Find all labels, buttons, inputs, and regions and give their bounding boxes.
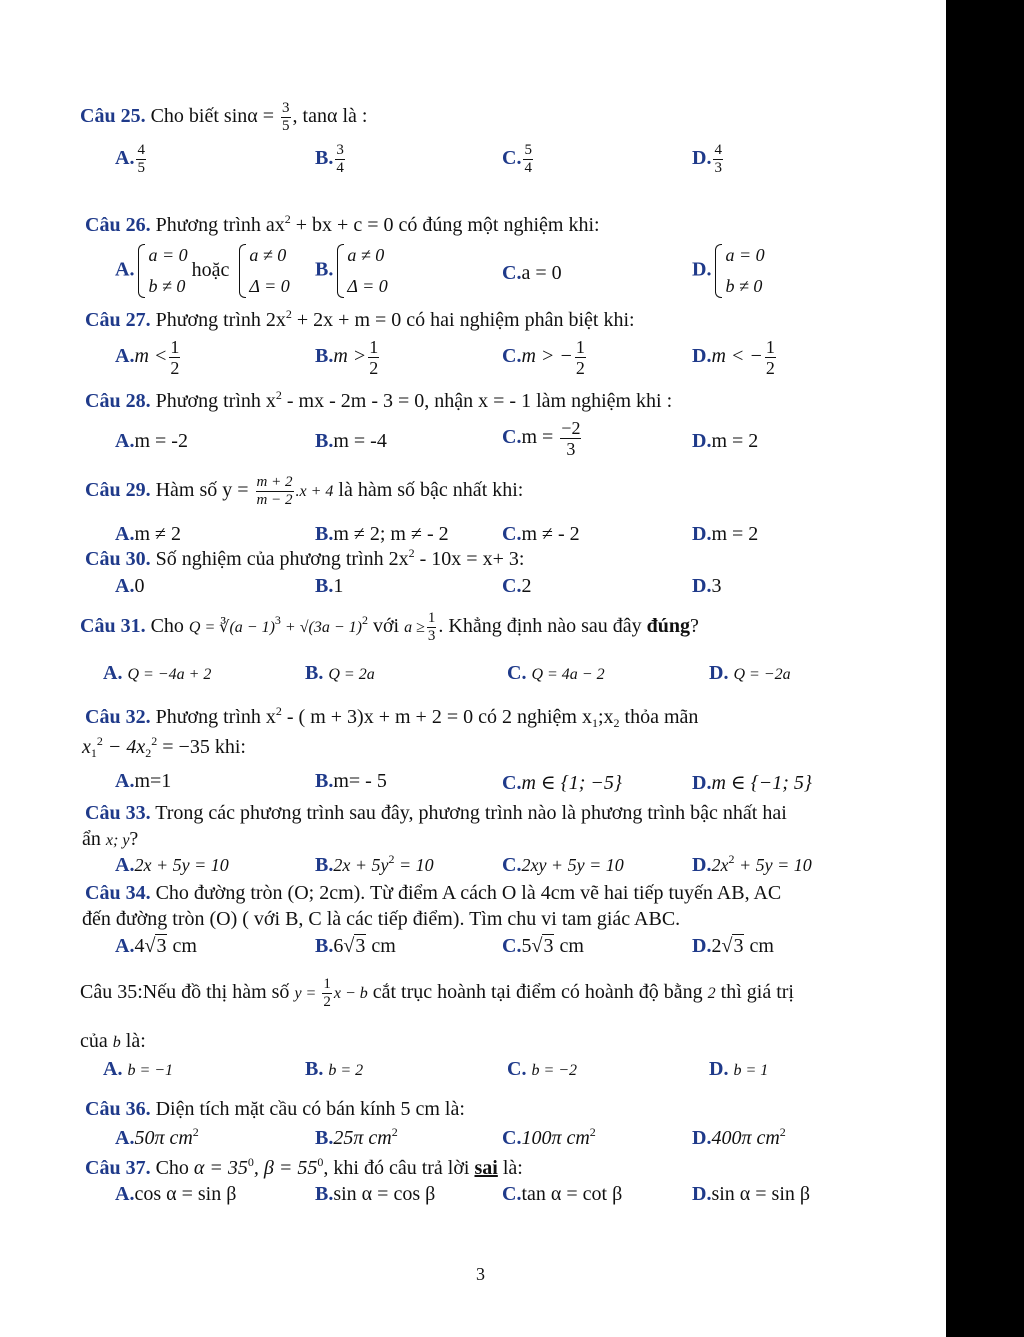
question-25: Câu 25. Cho biết sinα = $\frac{3}{5}$ , tanα là : (80, 100, 368, 134)
q29-option-b[interactable]: B.m ≠ 2; m ≠ - 2 (315, 523, 449, 545)
q32-option-a[interactable]: A.m=1 (115, 770, 172, 792)
q28-option-c[interactable]: C.m = $\frac{-2}{3}$ (502, 418, 581, 459)
q27-option-d[interactable]: D.m < − $\frac{1}{2}$ (692, 337, 775, 378)
q37-option-c[interactable]: C.tan α = cot β (502, 1183, 623, 1205)
q31-option-a[interactable]: A. Q = −4a + 2 (103, 662, 212, 684)
q27-option-b[interactable]: B.m > $\frac{1}{2}$ (315, 337, 379, 378)
question-28: Câu 28. Phương trình $x^2$ - mx - 2m - 3 = 0, nhận x = - 1 làm nghiệm khi : (85, 388, 673, 412)
q33-option-a[interactable]: A.2x + 5y = 10 (115, 854, 229, 876)
q26-option-d[interactable]: D. a = 0 b ≠ 0 (692, 240, 765, 302)
q34-option-c[interactable]: C.5√3 cm (502, 935, 584, 957)
q25-option-c[interactable]: C. $\frac{5}{4}$ (502, 142, 532, 176)
q29-option-c[interactable]: C.m ≠ - 2 (502, 523, 580, 545)
question-32-condition: $x_1^2 - 4x_2^2 = -35$ khi: (82, 734, 246, 760)
q36-option-a[interactable]: A.50π $cm^2$ (115, 1125, 199, 1149)
q32-option-d[interactable]: D.m ∈ {−1; 5} (692, 772, 812, 794)
question-37: Câu 37. Cho $\alpha = 35^0$, $\beta = 55^0$, khi đó câu trả lời sai là: (85, 1155, 523, 1179)
q30-option-a[interactable]: A.0 (115, 575, 145, 597)
q36-option-c[interactable]: C.100π $cm^2$ (502, 1125, 596, 1149)
q25-option-d[interactable]: D. $\frac{4}{3}$ (692, 142, 722, 176)
q32-option-b[interactable]: B.m= - 5 (315, 770, 387, 792)
q32-option-c[interactable]: C.m ∈ {1; −5} (502, 772, 622, 794)
q37-option-b[interactable]: B.sin α = cos β (315, 1183, 436, 1205)
q30-option-c[interactable]: C.2 (502, 575, 532, 597)
q37-option-d[interactable]: D.sin α = sin β (692, 1183, 811, 1205)
q29-option-a[interactable]: A.m ≠ 2 (115, 523, 181, 545)
q27-option-a[interactable]: A.m < $\frac{1}{2}$ (115, 337, 180, 378)
page-number: 3 (476, 1264, 485, 1284)
q27-option-c[interactable]: C.m > − $\frac{1}{2}$ (502, 337, 585, 378)
fraction: $\frac{3}{5}$ (282, 100, 290, 134)
question-26: Câu 26. Phương trình $ax^2$ + bx + c = 0 có đúng một nghiệm khi: (85, 212, 600, 236)
q26-option-b[interactable]: B. a ≠ 0 Δ = 0 (315, 240, 388, 302)
q31-option-c[interactable]: C. Q = 4a − 2 (507, 662, 605, 684)
q31-option-d[interactable]: D. Q = −2a (709, 662, 791, 684)
question-33-line2: ẩn x; y? (82, 828, 139, 850)
q33-option-d[interactable]: $D.2x^2 + 5y = 10$ (692, 852, 812, 876)
right-black-margin (946, 0, 1024, 1337)
question-31: Câu 31. Cho Q = ∛(a − $1)^3 + √(3a - 1)^2$ với a ≥ $\frac{1}{3}$ . Khẳng định nào sau đây đúng? (80, 610, 699, 644)
q28-option-a[interactable]: A.m = -2 (115, 430, 188, 452)
q30-option-d[interactable]: D.3 (692, 575, 722, 597)
question-27: Câu 27. Phương trình $2x^2 + 2x + m = 0$ có hai nghiệm phân biệt khi: (85, 307, 635, 331)
question-33: Câu 33. Trong các phương trình sau đây, phương trình nào là phương trình bậc nhất hai (85, 802, 787, 824)
q25-option-a[interactable]: A. $\frac{4}{5}$ (115, 142, 145, 176)
q35-option-c[interactable]: C. b = −2 (507, 1058, 578, 1080)
q35-option-d[interactable]: D. b = 1 (709, 1058, 769, 1080)
q26-option-a[interactable]: A. a = 0 b ≠ 0 hoặc a ≠ 0 Δ = 0 (115, 240, 290, 302)
q35-option-a[interactable]: A. b = −1 (103, 1058, 174, 1080)
q34-option-d[interactable]: D.2√3 cm (692, 935, 774, 957)
q33-option-c[interactable]: C.2xy + 5y = 10 (502, 854, 624, 876)
q35-option-b[interactable]: B. b = 2 (305, 1058, 364, 1080)
q36-option-b[interactable]: B.25π $cm^2$ (315, 1125, 398, 1149)
question-32: Câu 32. Phương trình $x^2$ - ( m + 3)x + m + 2 = 0 có 2 nghiệm $x_1;x_2$ thỏa mãn (85, 704, 699, 730)
question-34: Câu 34. Cho đường tròn (O; 2cm). Từ điểm A cách O là 4cm vẽ hai tiếp tuyến AB, AC (85, 882, 782, 904)
q34-option-b[interactable]: B.6√3 cm (315, 935, 396, 957)
question-29: Câu 29. Hàm số y = $\frac{m + 2}{m - 2}$ .x + 4 là hàm số bậc nhất khi: (85, 474, 524, 508)
q29-option-d[interactable]: D.m = 2 (692, 523, 759, 545)
q31-option-b[interactable]: B. Q = 2a (305, 662, 375, 684)
q26-option-c[interactable]: C.a = 0 (502, 262, 562, 284)
q28-option-d[interactable]: D.m = 2 (692, 430, 759, 452)
question-30: Câu 30. Số nghiệm của phương trình $2x^2 - 10x = x+ 3$: (85, 546, 525, 570)
q28-option-b[interactable]: B.m = -4 (315, 430, 387, 452)
q37-option-a[interactable]: A.cos α = sin β (115, 1183, 237, 1205)
q33-option-b[interactable]: $B.2x + 5y^2 = 10$ (315, 852, 434, 876)
q34-option-a[interactable]: A.4√3 cm (115, 935, 197, 957)
question-35-line2: của b là: (80, 1030, 146, 1052)
q25-option-b[interactable]: B. $\frac{3}{4}$ (315, 142, 344, 176)
q30-option-b[interactable]: B.1 (315, 575, 344, 597)
q36-option-d[interactable]: D.400π $cm^2$ (692, 1125, 786, 1149)
question-35: Câu 35:Nếu đồ thị hàm số y = $\frac{1}{2}$ x − b cắt trục hoành tại điểm có hoành độ bằng 2 thì giá trị (80, 976, 794, 1010)
question-34-line2: đến đường tròn (O) ( với B, C là các tiếp điểm). Tìm chu vi tam giác ABC. (82, 908, 681, 930)
question-36: Câu 36. Diện tích mặt cầu có bán kính 5 cm là: (85, 1098, 465, 1120)
